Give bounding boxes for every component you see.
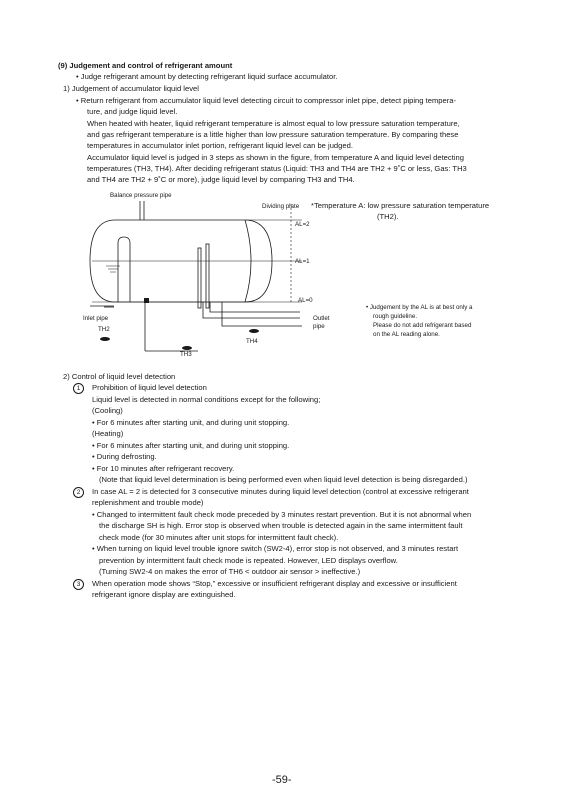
judge-note: rough guideline.	[373, 313, 418, 320]
section-title: (9) Judgement and control of refrigerant amount	[58, 61, 233, 70]
section-intro: • Judge refrigerant amount by detecting refrigerant liquid surface accumulator.	[76, 72, 338, 81]
al1-label: AL=1	[295, 258, 310, 265]
sub1-line: When heated with heater, liquid refrigerant temperature is almost equal to low pressure saturation temperature,	[87, 119, 460, 128]
sub1-line: and gas refrigerant temperature is a little higher than low pressure saturation temperature. By comparing these	[87, 130, 459, 139]
sub1-line: Accumulator liquid level is judged in 3 steps as shown in the figure, from temperature A and liquid level detecting	[87, 153, 464, 162]
item1-line: Liquid level is detected in normal conditions except for the following;	[92, 395, 321, 404]
item1-marker	[73, 383, 84, 394]
sub1-line: temperatures (TH3, TH4). After deciding refrigerant status (Liquid: TH3 and TH4 are TH2 + 9˚C or less, Gas: TH3	[87, 164, 467, 173]
temp-note: (TH2).	[377, 212, 399, 221]
item2-line: prevention by intermittent fault check mode is repeated. However, LED displays overflow.	[99, 556, 398, 565]
item1-line: (Heating)	[92, 429, 124, 438]
sub1-line: • Return refrigerant from accumulator liquid level detecting circuit to compressor inlet pipe, detect piping tempera-	[76, 96, 456, 105]
item2-line: • Changed to intermittent fault check mode preceded by 3 minutes restart prevention. But it is not abnormal when	[92, 510, 472, 519]
circled-number: 3	[73, 579, 84, 590]
balance-pipe-label: Balance pressure pipe	[110, 192, 172, 199]
sub1-line: and TH4 are TH2 + 9˚C or more), judge liquid level by comparing TH3 and TH4.	[87, 175, 355, 184]
al0-label: AL=0	[298, 297, 313, 304]
item1-line: • For 6 minutes after starting unit, and during unit stopping.	[92, 441, 290, 450]
item2-line: replenishment and trouble mode)	[92, 498, 204, 507]
circled-number: 1	[73, 383, 84, 394]
item2-title: In case AL = 2 is detected for 3 consecutive minutes during liquid level detection (control at excessive refrigerant	[92, 487, 469, 496]
item3-title: When operation mode shows “Stop,” excessive or insufficient refrigerant display and excessive or insufficient	[92, 579, 457, 588]
item1-line: (Note that liquid level determination is being performed even when liquid level detection is being disregarded.)	[99, 475, 468, 484]
sub1-line: ture, and judge liquid level.	[87, 107, 178, 116]
item3-line: refrigerant ignore display are extinguished.	[92, 590, 236, 599]
th4-label: TH4	[246, 338, 258, 345]
th3-label: TH3	[180, 351, 192, 358]
item1-line: (Cooling)	[92, 406, 123, 415]
sub1-heading: 1) Judgement of accumulator liquid level	[63, 84, 199, 93]
accumulator-diagram	[70, 188, 340, 366]
inlet-pipe-label: Inlet pipe	[83, 315, 109, 322]
sub2-heading: 2) Control of liquid level detection	[63, 372, 176, 381]
temp-note: *Temperature A: low pressure saturation temperature	[311, 201, 490, 210]
judge-note: • Judgement by the AL is at best only a	[366, 304, 473, 311]
sub1-line: temperatures in accumulator inlet portion, refrigerant liquid level can be judged.	[87, 141, 353, 150]
circled-number: 2	[73, 487, 84, 498]
outlet-pipe-label: pipe	[313, 323, 325, 330]
al2-label: AL=2	[295, 221, 310, 228]
item1-line: • During defrosting.	[92, 452, 157, 461]
item3-marker	[73, 579, 84, 590]
dividing-plate-label: Dividing plate	[262, 203, 300, 210]
item1-line: • For 6 minutes after starting unit, and during unit stopping.	[92, 418, 290, 427]
judge-note: on the AL reading alone.	[373, 331, 440, 338]
item1-title: Prohibition of liquid level detection	[92, 383, 207, 392]
th2-label: TH2	[98, 326, 110, 333]
item2-marker	[73, 487, 84, 498]
judge-note: Please do not add refrigerant based	[373, 322, 472, 329]
outlet-pipe-label: Outlet	[313, 315, 330, 322]
item2-line: check mode (for 30 minutes after unit stops for intermittent fault check).	[99, 533, 339, 542]
item2-line: • When turning on liquid level trouble ignore switch (SW2-4), error stop is not observed, and 3 minutes restart	[92, 544, 459, 553]
item2-line: (Turning SW2-4 on makes the error of TH6 < outdoor air sensor > ineffective.)	[99, 567, 361, 576]
item1-line: • For 10 minutes after refrigerant recovery.	[92, 464, 235, 473]
page-number: -59-	[272, 774, 292, 786]
item2-line: the discharge SH is high. Error stop is observed when trouble is detected again in the same intermittent fault	[99, 521, 463, 530]
